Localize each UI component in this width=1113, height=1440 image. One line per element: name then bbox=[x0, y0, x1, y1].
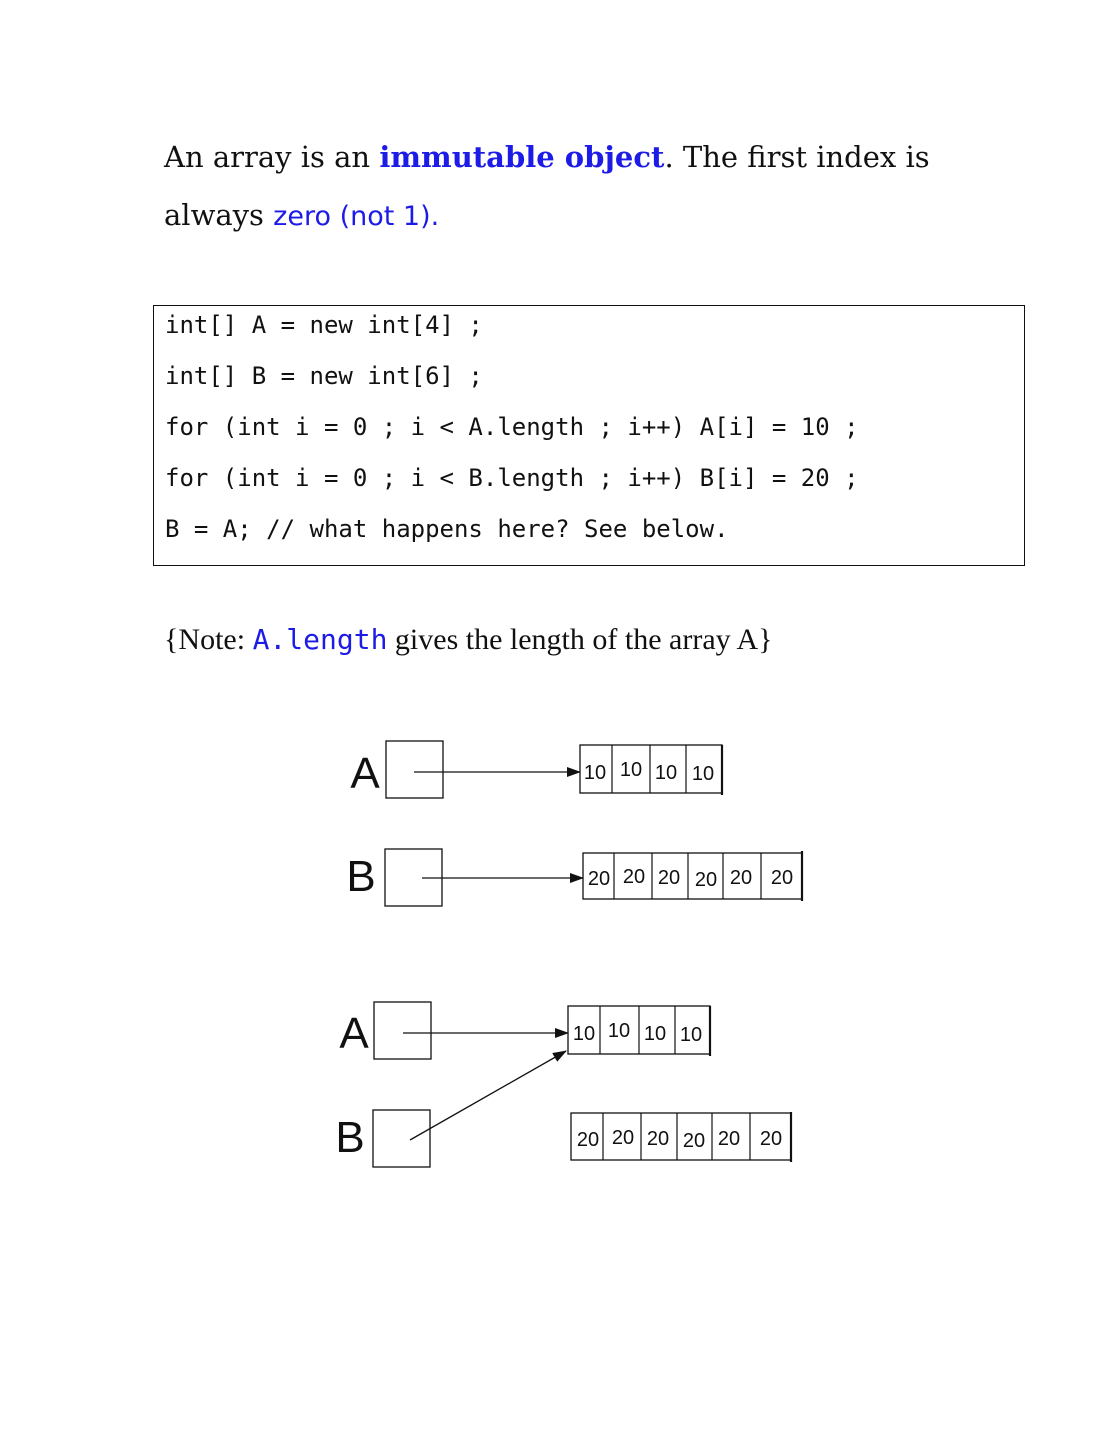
array-a-after-cell: 10 bbox=[572, 1023, 596, 1045]
array-b-before-cell: 20 bbox=[657, 867, 681, 889]
array-b-after-cell: 20 bbox=[682, 1130, 706, 1152]
array-b-before-cell: 20 bbox=[622, 866, 646, 888]
var-b-label-after: B bbox=[335, 1113, 365, 1162]
var-b-box-after bbox=[373, 1110, 430, 1167]
array-a-after-cell: 10 bbox=[607, 1020, 631, 1042]
array-a-before-cell: 10 bbox=[691, 763, 715, 785]
array-a-before-cell: 10 bbox=[654, 762, 678, 784]
var-a-label-before: A bbox=[350, 749, 380, 798]
note-suffix: gives the length of the array A} bbox=[387, 623, 773, 656]
array-b-after-orphan bbox=[571, 1113, 791, 1160]
array-a-after-cell: 10 bbox=[643, 1023, 667, 1045]
array-b-before-cell: 20 bbox=[729, 867, 753, 889]
array-b-after-cell: 20 bbox=[576, 1129, 600, 1151]
code-line-5: B = A; // what happens here? See below. bbox=[165, 515, 729, 543]
array-b-before-cell: 20 bbox=[770, 867, 794, 889]
code-line-1: int[] A = new int[4] ; bbox=[165, 311, 483, 339]
array-b-after-cell: 20 bbox=[611, 1127, 635, 1149]
note-prefix: {Note: bbox=[164, 623, 253, 656]
var-a-box-after bbox=[374, 1002, 431, 1059]
diagram-before bbox=[346, 741, 802, 906]
array-b-after-cell: 20 bbox=[759, 1128, 783, 1150]
array-b-before bbox=[583, 853, 802, 899]
intro-text-1: An array is an bbox=[164, 140, 380, 174]
array-b-before-cell: 20 bbox=[587, 868, 611, 890]
zero-index-highlight: zero (not 1). bbox=[273, 201, 440, 232]
intro-text-3: always bbox=[164, 198, 274, 232]
diagram-after bbox=[335, 1002, 791, 1167]
code-line-2: int[] B = new int[6] ; bbox=[165, 362, 483, 390]
immutable-object-highlight: immutable object bbox=[379, 140, 665, 174]
code-line-4: for (int i = 0 ; i < B.length ; i++) B[i] = 20 ; bbox=[165, 464, 859, 492]
code-line-3: for (int i = 0 ; i < A.length ; i++) A[i] = 10 ; bbox=[165, 413, 859, 441]
note-code: A.length bbox=[252, 623, 388, 656]
array-b-after-cell: 20 bbox=[717, 1128, 741, 1150]
array-b-after-cell: 20 bbox=[646, 1128, 670, 1150]
array-b-before-cell: 20 bbox=[694, 869, 718, 891]
array-a-after-cell: 10 bbox=[679, 1024, 703, 1046]
array-a-before-cell: 10 bbox=[619, 759, 643, 781]
var-a-box-before bbox=[386, 741, 443, 798]
intro-text-2: . The first index is bbox=[664, 140, 930, 174]
var-b-label-before: B bbox=[346, 852, 376, 901]
var-a-label-after: A bbox=[339, 1009, 369, 1058]
arrow-b-after bbox=[410, 1051, 566, 1140]
array-a-before-cell: 10 bbox=[583, 762, 607, 784]
